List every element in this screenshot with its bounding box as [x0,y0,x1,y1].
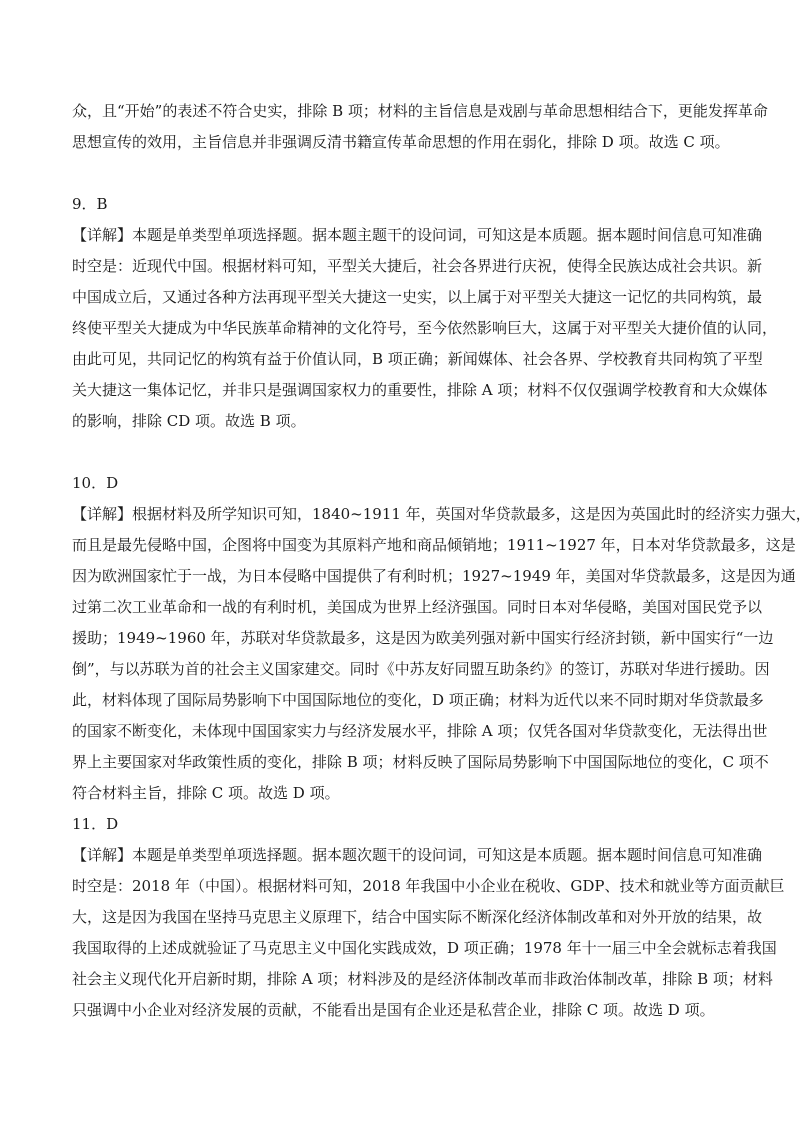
paragraph-line: 时空是：2018 年（中国）。根据材料可知，2018 年我国中小企业在税收、GDP、技术和就业等方面贡献巨 [72,877,785,895]
paragraph-line: 过第二次工业革命和一战的有利时机，美国成为世界上经济强国。同时日本对华侵略，美国对国民党予以 [72,598,763,616]
paragraph-line: 社会主义现代化开启新时期，排除 A 项；材料涉及的是经济体制改革而非政治体制改革，排除 B 项；材料 [72,970,773,988]
paragraph-line: 【详解】根据材料及所学知识可知，1840~1911 年，英国对华贷款最多，这是因为英国此时的经济实力强大， [72,505,811,523]
paragraph-line: 的影响，排除 CD 项。故选 B 项。 [72,412,306,430]
paragraph-line: 援助；1949~1960 年，苏联对华贷款最多，这是因为欧美列强对新中国实行经济封锁，新中国实行“一边 [72,629,774,647]
paragraph-line: 符合材料主旨，排除 C 项。故选 D 项。 [72,784,340,802]
paragraph-line: 大，这是因为我国在坚持马克思主义原理下，结合中国实际不断深化经济体制改革和对外开放的结果，故 [72,908,763,926]
paragraph-line: 因为欧洲国家忙于一战，为日本侵略中国提供了有利时机；1927~1949 年，美国对华贷款最多，这是因为通 [72,567,796,585]
paragraph-line: 我国取得的上述成就验证了马克思主义中国化实践成效，D 项正确；1978 年十一届三中全会就标志着我国 [72,939,777,957]
q8-tail-paragraph [72,96,768,158]
q10-answer-block [72,468,811,809]
paragraph-line: 【详解】本题是单类型单项选择题。据本题次题干的设问词，可知这是本质题。据本题时间信息可知准确 [72,846,763,864]
paragraph-line: 界上主要国家对华政策性质的变化，排除 B 项；材料反映了国际局势影响下中国国际地位的变化，C 项不 [72,753,769,771]
q9-answer-block [72,189,778,437]
paragraph-line: 关大捷这一集体记忆，并非只是强调国家权力的重要性，排除 A 项；材料不仅仅强调学校教育和大众媒体 [72,381,768,399]
paragraph-line: 时空是：近现代中国。根据材料可知，平型关大捷后，社会各界进行庆祝，使得全民族达成社会共识。新 [72,257,763,275]
q10-answer-label: 10．D [72,474,119,492]
q11-answer-block [72,809,785,1026]
paragraph-line: 而且是最先侵略中国，企图将中国变为其原料产地和商品倾销地；1911~1927 年，日本对华贷款最多，这是 [72,536,796,554]
q11-answer-label: 11．D [72,815,119,833]
paragraph-line: 的国家不断变化，未体现中国国家实力与经济发展水平，排除 A 项；仅凭各国对华贷款变化，无法得出世 [72,722,768,740]
paragraph-line: 倒”，与以苏联为首的社会主义国家建交。同时《中苏友好同盟互助条约》的签订，苏联对华进行援助。因 [72,660,770,678]
document-page [72,96,811,1026]
paragraph-line: 只强调中小企业对经济发展的贡献，不能看出是国有企业还是私营企业，排除 C 项。故选 D 项。 [72,1001,715,1019]
paragraph-line: 众，且“开始”的表述不符合史实，排除 B 项；材料的主旨信息是戏剧与革命思想相结合下，更能发挥革命 [72,102,768,120]
paragraph-line: 中国成立后，又通过各种方法再现平型关大捷这一史实，以上属于对平型关大捷这一记忆的共同构筑，最 [72,288,763,306]
paragraph-line: 终使平型关大捷成为中华民族革命精神的文化符号，至今依然影响巨大，这属于对平型关大捷价值的认同， [72,319,778,337]
q9-answer-label: 9．B [72,195,108,213]
paragraph-line: 【详解】本题是单类型单项选择题。据本题主题干的设问词，可知这是本质题。据本题时间信息可知准确 [72,226,763,244]
paragraph-line: 思想宣传的效用，主旨信息并非强调反清书籍宣传革命思想的作用在弱化，排除 D 项。故选 C 项。 [72,133,730,151]
paragraph-line: 此，材料体现了国际局势影响下中国国际地位的变化，D 项正确；材料为近代以来不同时期对华贷款最多 [72,691,764,709]
paragraph-line: 由此可见，共同记忆的构筑有益于价值认同，B 项正确；新闻媒体、社会各界、学校教育共同构筑了平型 [72,350,763,368]
